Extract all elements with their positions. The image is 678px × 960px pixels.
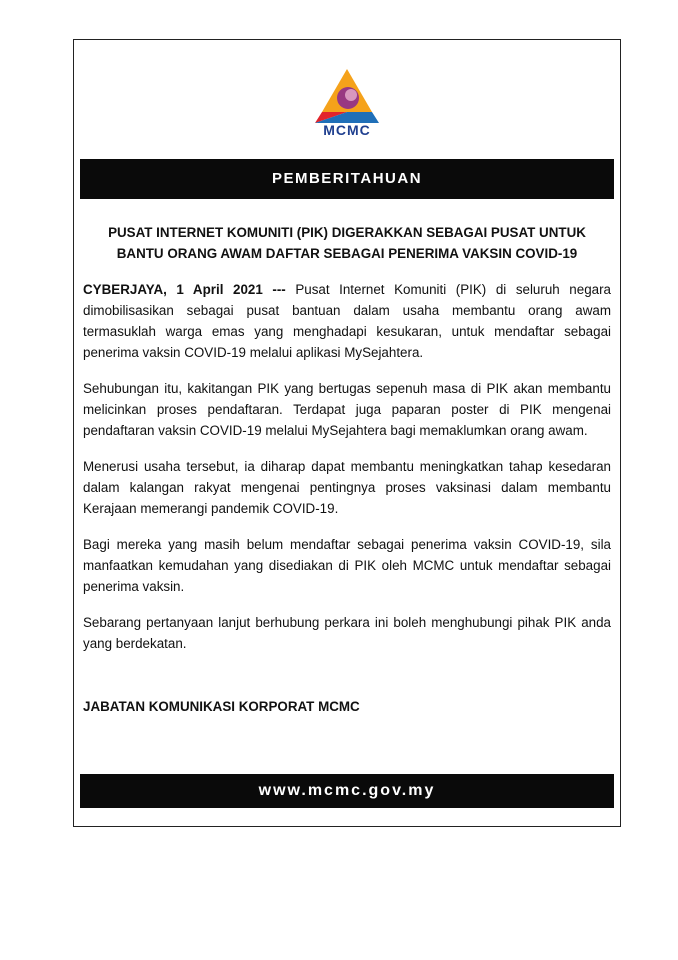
logo-highlight (345, 89, 357, 101)
paragraph-1-text: Pusat Internet Komuniti (PIK) di seluruh negara dimobilisasikan sebagai pusat bantuan dalam usaha membantu orang awam termasuklah warga emas yang menghadapi kesukaran, untuk mendaftar sebagai penerima vaksin COVID-19 melalui aplikasi MySejahtera. (83, 282, 611, 360)
title-banner: PEMBERITAHUAN (80, 159, 614, 199)
dateline: CYBERJAYA, 1 April 2021 --- (83, 282, 286, 297)
logo-area (74, 67, 620, 137)
paragraph-5: Sebarang pertanyaan lanjut berhubung perkara ini boleh menghubungi pihak PIK anda yang berdekatan. (83, 615, 611, 651)
mcmc-logo (287, 67, 407, 137)
footer-url-banner: www.mcmc.gov.my (80, 774, 614, 808)
paragraph-1 (83, 279, 611, 363)
signoff: JABATAN KOMUNIKASI KORPORAT MCMC (83, 699, 360, 714)
paragraph-3: Menerusi usaha tersebut, ia diharap dapat membantu meningkatkan tahap kesedaran dalam kalangan rakyat mengenai pentingnya proses vaksinasi dalam membantu Kerajaan memerangi pandemik COVID-19. (83, 459, 611, 516)
paragraph-4: Bagi mereka yang masih belum mendaftar sebagai penerima vaksin COVID-19, sila manfaatkan kemudahan yang disediakan di PIK oleh MCMC untuk mendaftar sebagai penerima vaksin. (83, 537, 611, 594)
logo-text: MCMC (323, 122, 371, 137)
headline: PUSAT INTERNET KOMUNITI (PIK) DIGERAKKAN SEBAGAI PUSAT UNTUK BANTU ORANG AWAM DAFTAR SEBAGAI PENERIMA VAKSIN COVID-19 (108, 225, 586, 261)
press-release-frame (73, 39, 621, 827)
paragraph-2: Sehubungan itu, kakitangan PIK yang bertugas sepenuh masa di PIK akan membantu melicinkan proses pendaftaran. Terdapat juga paparan poster di PIK mengenai pendaftaran vaksin COVID-19 melalui MySejahtera bagi memaklumkan orang awam. (83, 381, 611, 438)
release-body (83, 222, 611, 732)
